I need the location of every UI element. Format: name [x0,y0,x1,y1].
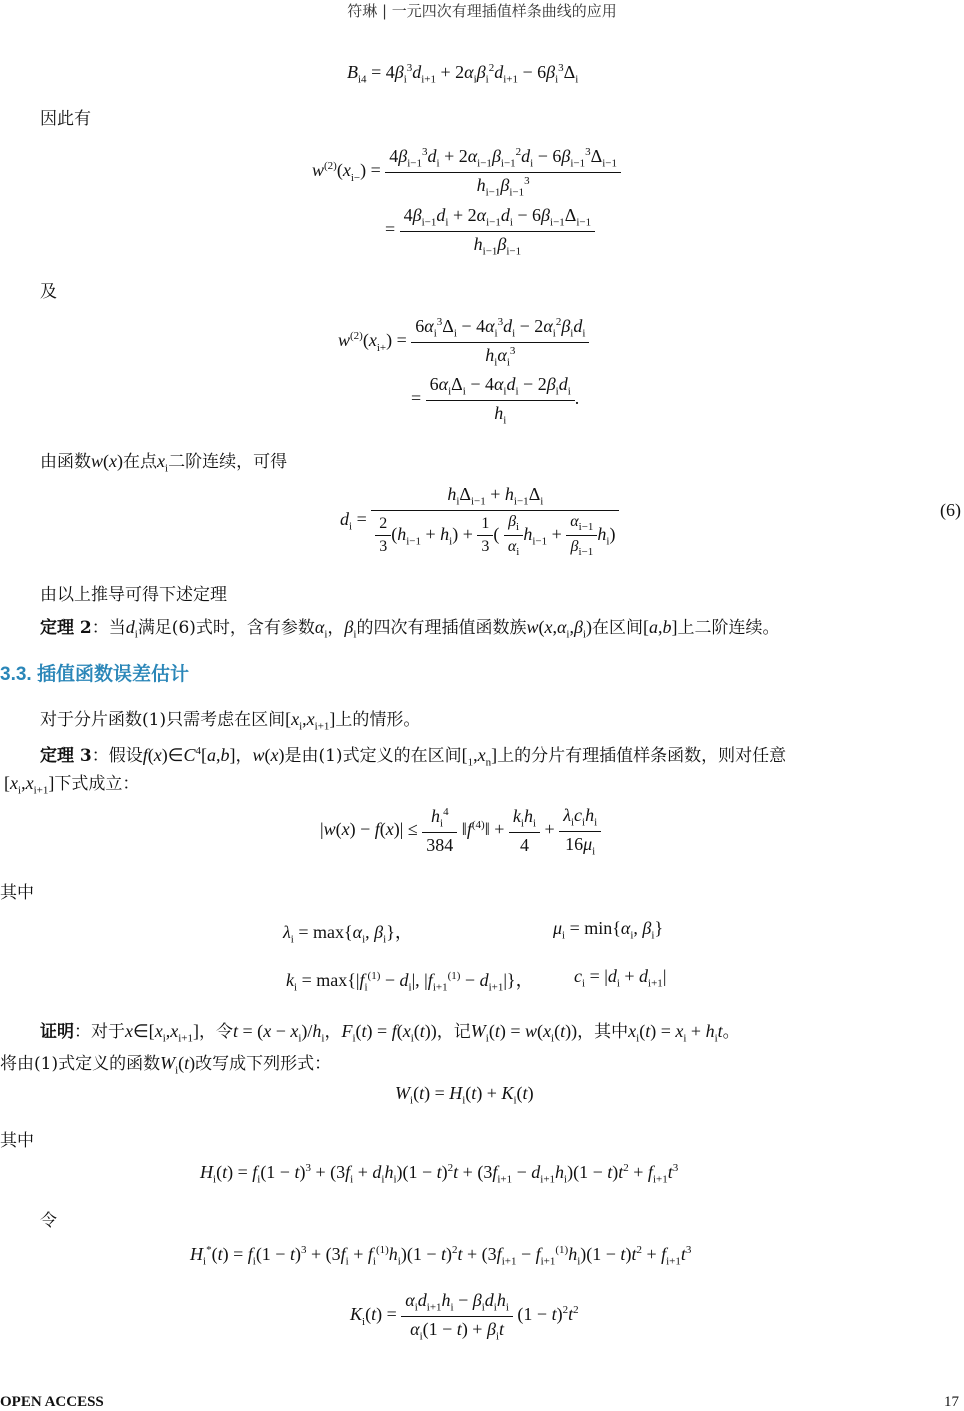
equation-W-sum: $W_i(t) = H_i(t) + K_i(t)$ [395,1083,534,1107]
section-heading-3-3: 3.3. 插值函数误差估计 [0,664,189,685]
equation-k-i: $k_i = \max\{|f_i^{(1)} - d_i|$, $|f_{i+1}^{(1)} - d_{i+1}|$}， [286,970,534,994]
text-where-1: 其中 [0,883,34,903]
theorem-2: 定理 2：当$d_i$满足(6)式时，含有参数$\alpha_i$，$\beta_i$的四次有理插值函数族$w(x,\alpha_i,\beta_i)$在区间[a,b]上二阶连续。 [40,617,780,641]
running-header: 符琳 | 一元四次有理插值样条曲线的应用 [347,2,617,20]
text-piecewise: 对于分片函数(1)只需考虑在区间$[x_i,x_{i+1}]$上的情形。 [40,709,421,733]
proof-line2: 将由(1)式定义的函数$W_i(t)$改写成下列形式： [0,1053,332,1077]
page-number: 17 [944,1394,959,1410]
theorem-3-line1: 定理 3：假设$f(x)\in C^4[a,b]$，w(x)是由(1)式定义的在区间$[_1,x_n]$上的分片有理插值样条函数，则对任意 [40,745,787,769]
text-and: 及 [40,282,57,302]
equation-error-bound: |w(x) − f(x)| ≤ $\frac{h_i^4}{384}$ $‖f^{(4)}‖$ + $\frac{k_ih_i}{4}$ + $\frac{\lambda_ic_ih_i}{16\mu_i}$ [320,805,601,857]
equation-K-i: $K_i(t)$ = $\frac{\alpha_id_{i+1}h_i - \beta_id_ih_i}{\alpha_i(1 - t) + \beta_it}$ $(1 - t)^2t^2$ [350,1290,579,1343]
text-continuity: 由函数w(x)在点$x_i$二阶连续，可得 [40,451,288,475]
theorem-3-line2: $[x_i,x_{i+1}]$下式成立： [4,773,140,797]
text-where-2: 其中 [0,1131,34,1151]
equation-H-star: $H_i^*(t) = f_i(1 - t)^3 + (3f_i + f_i^{(1)}h_i)(1 - t)^2t + (3f_{i+1} - f_{i+1}^{(1)}h_i)(1 - t)t^2 + f_{i+1}t^3$ [190,1244,692,1268]
equation-H-i: $H_i(t) = f_i(1 - t)^3 + (3f_i + d_ih_i)(1 - t)^2t + (3f_{i+1} - d_{i+1}h_i)(1 - t)t^2 + f_{i+1}t^3$ [200,1162,679,1186]
equation-lambda: $\lambda_i = \max\{\alpha_i$, $\beta_i$}， [283,922,413,946]
footer-open-access: OPEN ACCESS [0,1394,104,1410]
text-therefore: 因此有 [40,109,91,129]
equation-w2-minus-line1: $w^{(2)}(x_{i-})$ = $\frac{4\beta_{i-1}^3d_i + 2\alpha_{i-1}\beta_{i-1}^2d_i - 6\beta_{i-1}^3\Delta_{i-1}}{h_{i-1}\beta_{i-1}^3}$ [312,146,621,198]
text-let: 令 [40,1211,57,1231]
proof-line1: 证明：对于$x\in[x_i,x_{i+1}]$，令$t = (x - x_i)/h_i$，$F_i(t) = f(x_i(t))$，记$W_i(t) = w(x_i(t))$，其中$x_i(t) = x_i + h_it$。 [40,1021,740,1045]
equation-c-i: $c_i = |d_i + d_{i+1}|$ [574,966,667,990]
text-from-above: 由以上推导可得下述定理 [40,585,227,605]
equation-w2-plus-line2: = $\frac{6\alpha_i\Delta_i - 4\alpha_id_i - 2\beta_id_i}{h_i}$ . [411,374,580,427]
equation-w2-minus-line2: = $\frac{4\beta_{i-1}d_i + 2\alpha_{i-1}d_i - 6\beta_{i-1}\Delta_{i-1}}{h_{i-1}\beta_{i-1}}$ [385,205,595,257]
equation-w2-plus-line1: $w^{(2)}(x_{i+})$ = $\frac{6\alpha_i^3\Delta_i - 4\alpha_i^3d_i - 2\alpha_i^2\beta_id_i}{h_i\alpha_i^3}$ [338,316,589,368]
equation-number-6: (6) [940,500,961,520]
equation-b-i4: $B_{i4} = 4\beta_i^3d_{i+1} + 2\alpha_i\beta_i^2d_{i+1} - 6\beta_i^3\Delta_i$ [347,62,579,86]
equation-mu: $\mu_i = \min\{\alpha_i$, $\beta_i$} [553,918,664,942]
equation-d-i: $d_i$ = $h_i\Delta_{i-1} + h_{i-1}\Delta_i$ $\frac{2}{3}$ $(h_{i-1} + h_i)$ + $\frac{1}{3}$ ( $\frac{\beta_i}{\alpha_i}$ $h_{i-1}$ + $\frac{\alpha_{i-1}}{\beta_{i-1}}$ $h_i$) [340,484,619,558]
